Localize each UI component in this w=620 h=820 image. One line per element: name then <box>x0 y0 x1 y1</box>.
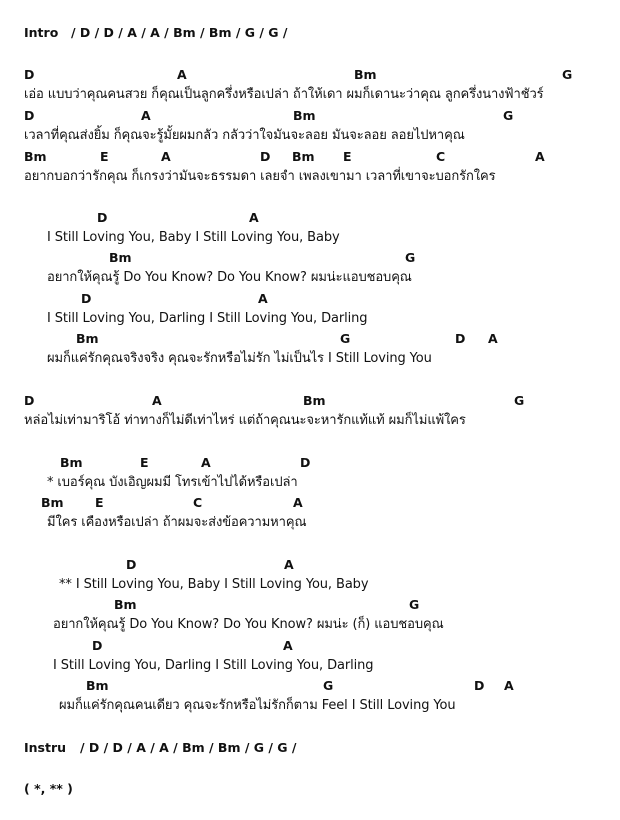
lyric: อยากให้คุณรู้ Do You Know? Do You Know? ผมน่ะแอบชอบคุณ <box>47 270 412 285</box>
chord: D <box>260 149 271 164</box>
chord: D <box>126 557 137 572</box>
lyric: I Still Loving You, Darling I Still Loving You, Darling <box>47 311 368 326</box>
chord: Bm <box>60 455 83 470</box>
chord: C <box>193 495 203 510</box>
lyric-line <box>0 514 620 534</box>
lyric: * เบอร์คุณ บังเอิญผมมี โทรเข้าไปได้หรือเปล่า <box>47 475 298 490</box>
lyric: I Still Loving You, Darling I Still Loving You, Darling <box>53 658 374 673</box>
chord-line <box>0 596 620 616</box>
lyric-line <box>0 412 620 432</box>
chord: D <box>474 678 485 693</box>
chord: G <box>514 393 525 408</box>
lyric: I Still Loving You, Baby I Still Loving You, Baby <box>47 230 340 245</box>
chord: E <box>343 149 352 164</box>
chord: D <box>81 291 92 306</box>
chord: Bm <box>303 393 326 408</box>
instru-label: Instru <box>24 740 67 755</box>
lyric: เอ่อ แบบว่าคุณคนสวย ก็คุณเป็นลูกครึ่งหรือเปล่า ถ้าให้เดา ผมก็เดานะว่าคุณ ลูกครึ่งนางฟ้าชัวร์ <box>24 87 544 102</box>
chord-line <box>0 290 620 310</box>
intro-label: Intro <box>24 25 59 40</box>
chord-line <box>0 66 620 86</box>
lyric-line <box>0 616 620 636</box>
chord-line <box>0 209 620 229</box>
chord: A <box>152 393 162 408</box>
instru-chords: / D / D / A / A / Bm / Bm / G / G / <box>80 740 297 755</box>
chord: A <box>161 149 171 164</box>
chord-line <box>0 454 620 474</box>
chord: A <box>258 291 268 306</box>
chord: Bm <box>293 108 316 123</box>
lyric: ** I Still Loving You, Baby I Still Loving You, Baby <box>59 577 369 592</box>
chord-line <box>0 494 620 514</box>
chord: Bm <box>292 149 315 164</box>
lyric: หล่อไม่เท่ามาริโอ้ ท่าทางก็ไม่ดีเท่าไหร่ แต่ถ้าคุณนะจะหารักแท้แท้ ผมก็ไม่แพ้ใคร <box>24 413 466 428</box>
chord: A <box>201 455 211 470</box>
chord: G <box>503 108 514 123</box>
chord: C <box>436 149 446 164</box>
chord: D <box>92 638 103 653</box>
chord-line <box>0 677 620 697</box>
chord: A <box>488 331 498 346</box>
chord: D <box>300 455 311 470</box>
chord: G <box>340 331 351 346</box>
chord: A <box>177 67 187 82</box>
intro-line <box>0 24 620 44</box>
chord: E <box>100 149 109 164</box>
lyric-line <box>0 168 620 188</box>
chord-line <box>0 330 620 350</box>
lyric-line <box>0 350 620 370</box>
repeat-marker: ( *, ** ) <box>24 781 73 796</box>
chord: Bm <box>354 67 377 82</box>
chord: A <box>535 149 545 164</box>
chord: Bm <box>114 597 137 612</box>
chord: Bm <box>24 149 47 164</box>
chord: D <box>24 393 35 408</box>
chord: Bm <box>86 678 109 693</box>
chord: G <box>409 597 420 612</box>
chord-line <box>0 249 620 269</box>
chord: Bm <box>41 495 64 510</box>
chord: D <box>455 331 466 346</box>
chord: G <box>562 67 573 82</box>
chord: A <box>504 678 514 693</box>
lyric-line <box>0 127 620 147</box>
chord: G <box>405 250 416 265</box>
lyric-line <box>0 576 620 596</box>
lyric: อยากให้คุณรู้ Do You Know? Do You Know? ผมน่ะ (ก็) แอบชอบคุณ <box>53 617 444 632</box>
lyric-line <box>0 269 620 289</box>
lyric: ผมก็แค่รักคุณคนเดียว คุณจะรักหรือไม่รักก็ตาม Feel I Still Loving You <box>59 698 456 713</box>
chord-line <box>0 107 620 127</box>
chord: D <box>24 108 35 123</box>
chord: Bm <box>76 331 99 346</box>
lyric: อยากบอกว่ารักคุณ ก็เกรงว่ามันจะธรรมดา เลยจำ เพลงเขามา เวลาที่เขาจะบอกรักใคร <box>24 169 496 184</box>
chord-line <box>0 148 620 168</box>
chord: D <box>24 67 35 82</box>
chord-line <box>0 637 620 657</box>
chord: E <box>95 495 104 510</box>
chord: Bm <box>109 250 132 265</box>
lyric-line <box>0 229 620 249</box>
chord: A <box>293 495 303 510</box>
lyric-line <box>0 86 620 106</box>
chord-line <box>0 556 620 576</box>
instru-line <box>0 739 620 759</box>
lyric-line <box>0 697 620 717</box>
lyric-line <box>0 474 620 494</box>
chord: A <box>249 210 259 225</box>
chord: D <box>97 210 108 225</box>
chord: A <box>141 108 151 123</box>
repeat-line <box>0 780 620 800</box>
lyric: มีใคร เคืองหรือเปล่า ถ้าผมจะส่งข้อความหาคุณ <box>47 515 307 530</box>
lyric-line <box>0 310 620 330</box>
lyric: ผมก็แค่รักคุณจริงจริง คุณจะรักหรือไม่รัก ไม่เป็นไร I Still Loving You <box>47 351 432 366</box>
chord: A <box>283 638 293 653</box>
lyric: เวลาที่คุณส่งยิ้ม ก็คุณจะรู้มั้ยผมกลัว กลัวว่าใจมันจะลอย มันจะลอย ลอยไปหาคุณ <box>24 128 465 143</box>
chord: A <box>284 557 294 572</box>
chord-line <box>0 392 620 412</box>
lyric-line <box>0 657 620 677</box>
chord: G <box>323 678 334 693</box>
intro-chords: / D / D / A / A / Bm / Bm / G / G / <box>71 25 288 40</box>
chord: E <box>140 455 149 470</box>
